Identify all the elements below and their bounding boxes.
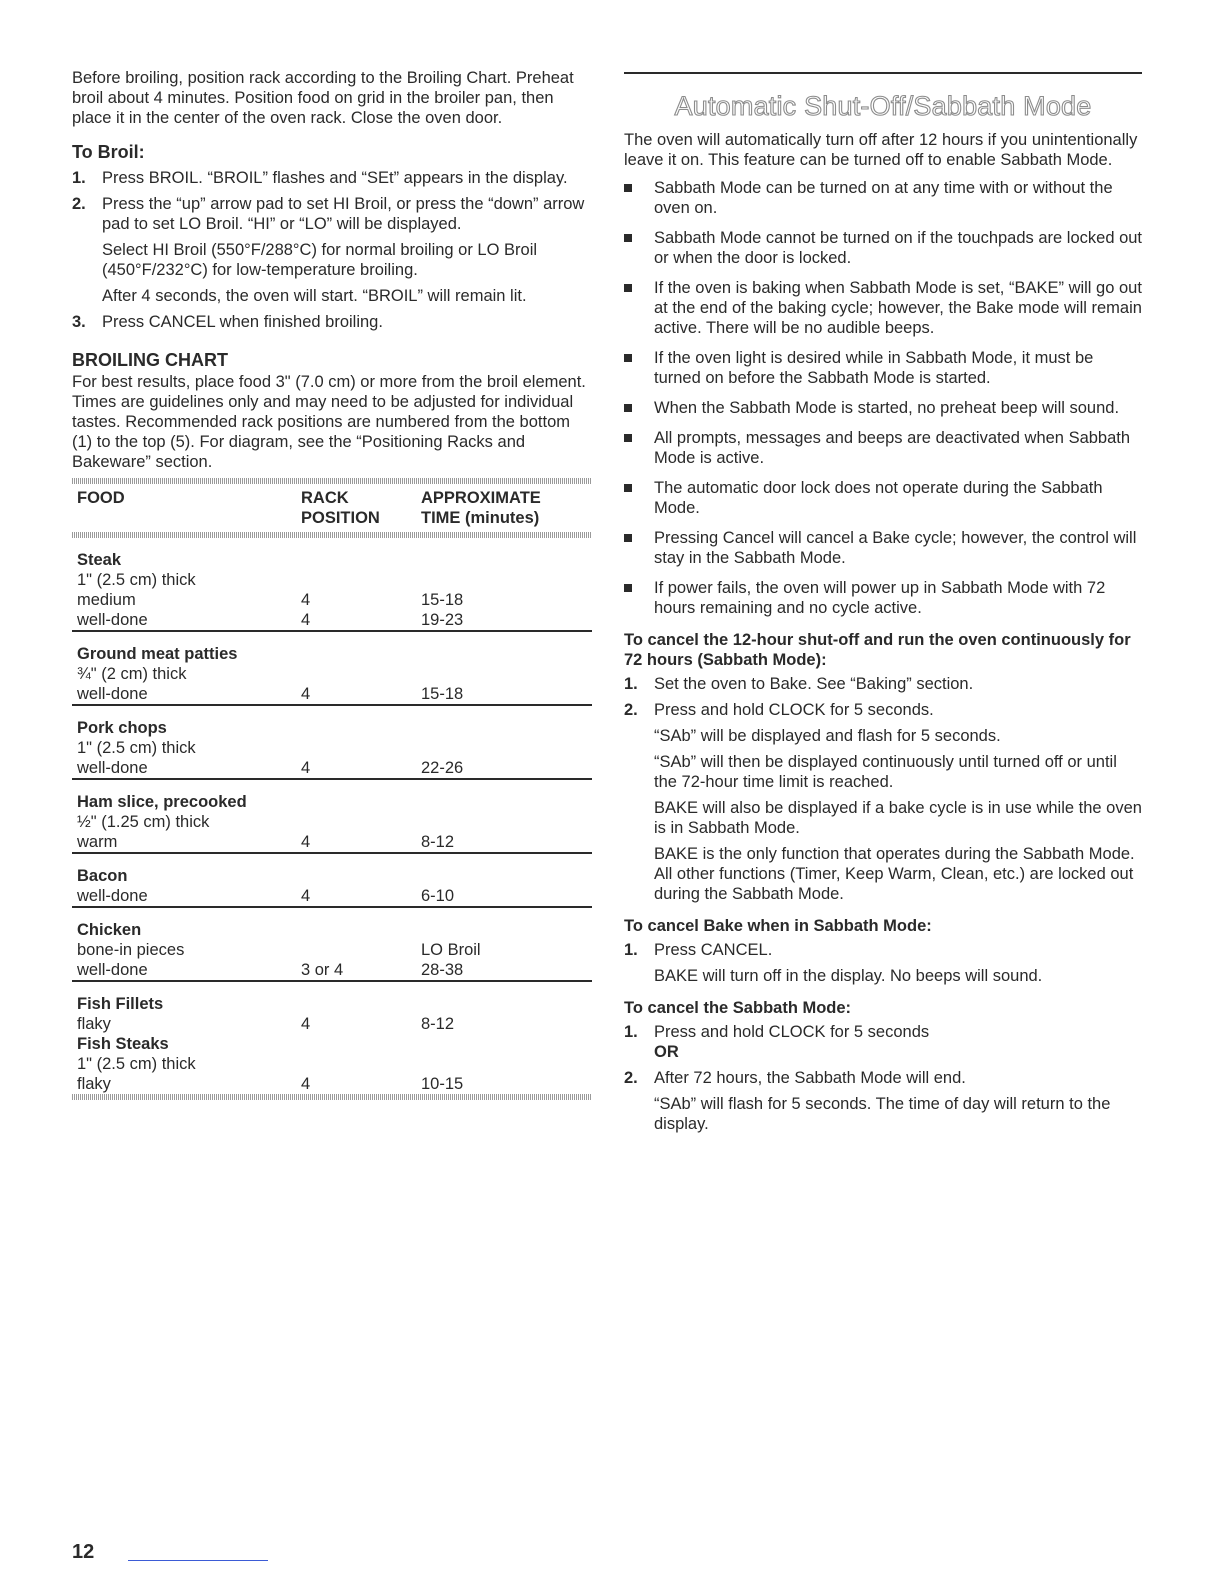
cancel-bake-step-1: 1. Press CANCEL. BAKE will turn off in the display. No beeps will sound. [624, 940, 1142, 986]
bullet-icon [624, 404, 632, 412]
list-item: If power fails, the oven will power up in Sabbath Mode with 72 hours remaining and no cycle active. [624, 578, 1142, 618]
table-row [72, 780, 592, 812]
section-rule [624, 72, 1142, 74]
table-row: well-done 4 19-23 [77, 611, 464, 629]
bullet-icon [624, 234, 632, 242]
list-item: If the oven light is desired while in Sabbath Mode, it must be turned on before the Sabbath Mode is started. [624, 348, 1142, 388]
section-title: Automatic Shut-Off/Sabbath Mode [674, 91, 1092, 121]
table-header-row [72, 484, 592, 532]
table-row: well-done 4 6-10 [77, 887, 455, 905]
table-row: flaky 4 8-12 [77, 1015, 455, 1033]
step-note: Select HI Broil (550°F/288°C) for normal broiling or LO Broil (450°F/232°C) for low-temperature broiling. [102, 241, 538, 279]
header-time: APPROXIMATE TIME (minutes) [421, 489, 541, 527]
table-row: medium 4 15-18 [77, 591, 464, 609]
step-note: “SAb” will then be displayed continuously until turned off or until the 72-hour time limit is reached. [654, 753, 1117, 791]
cancel-sabbath-step-1: 1. Press and hold CLOCK for 5 seconds OR [624, 1022, 1142, 1062]
table-row [72, 538, 592, 570]
table-row [72, 982, 592, 1014]
food-group-name: Fish Fillets [77, 995, 164, 1013]
bullet-icon [624, 184, 632, 192]
step-text: Press BROIL. “BROIL” flashes and “SEt” appears in the display. [102, 169, 568, 187]
bullet-icon [624, 484, 632, 492]
bullet-icon [624, 354, 632, 362]
food-group-name: Pork chops [77, 719, 167, 737]
hatch-divider [72, 1094, 592, 1100]
cancel-shutoff-step-1: 1. Set the oven to Bake. See “Baking” section. [624, 675, 974, 693]
table-row: ½" (1.25 cm) thick [77, 813, 210, 831]
broiling-chart-intro: For best results, place food 3" (7.0 cm) or more from the broil element. Times are guidelines only and may need to be adjusted for individual tastes. Recommended rack positions are numbered from the bottom (1) to the top (5). For diagram, see the “Positioning Racks and Bakeware” section. [72, 373, 586, 471]
list-item: All prompts, messages and beeps are deactivated when Sabbath Mode is active. [624, 428, 1142, 468]
cancel-shutoff-heading: To cancel the 12-hour shut-off and run the oven continuously for 72 hours (Sabbath Mode): [624, 631, 1131, 669]
list-item: If the oven is baking when Sabbath Mode is set, “BAKE” will go out at the end of the baking cycle; however, the Bake mode will remain active. There will be no audible beeps. [624, 278, 1142, 338]
table-row: well-done 4 22-26 [77, 759, 464, 777]
to-broil-heading: To Broil: [72, 142, 145, 162]
bullet-icon [624, 284, 632, 292]
bullet-icon [624, 584, 632, 592]
step-number: 3. [72, 313, 86, 331]
bullet-icon [624, 434, 632, 442]
table-row [72, 908, 592, 940]
header-food: FOOD [77, 489, 125, 507]
table-row [72, 706, 592, 738]
step-text: Press CANCEL when finished broiling. [102, 313, 383, 331]
food-group-name: Ham slice, precooked [77, 793, 247, 811]
sabbath-intro: The oven will automatically turn off after 12 hours if you unintentionally leave it on. This feature can be turned off to enable Sabbath Mode. [624, 131, 1138, 169]
table-row: flaky 4 10-15 [77, 1075, 464, 1093]
table-row [72, 1034, 592, 1054]
step-note: “SAb” will flash for 5 seconds. The time of day will return to the display. [654, 1095, 1111, 1133]
broil-intro: Before broiling, position rack according to the Broiling Chart. Preheat broil about 4 minutes. Position food on grid in the broiler pan, then place it in the center of the oven rack. Close the oven door. [72, 69, 574, 127]
list-item: When the Sabbath Mode is started, no preheat beep will sound. [624, 398, 1142, 418]
food-group-name: Ground meat patties [77, 645, 238, 663]
food-group-name: Bacon [77, 867, 128, 885]
step-text: Press the “up” arrow pad to set HI Broil, or press the “down” arrow pad to set LO Broil. “HI” or “LO” will be displayed. [102, 195, 585, 233]
broil-step-2 [72, 194, 592, 306]
header-rack: RACK POSITION [301, 489, 380, 527]
bullet-icon [624, 534, 632, 542]
table-row: ¾" (2 cm) thick [77, 665, 187, 683]
broil-step-1 [72, 168, 592, 188]
broiling-chart-table [72, 478, 592, 1100]
broiling-chart-heading: BROILING CHART [72, 350, 228, 370]
food-group-name: Steak [77, 551, 122, 569]
list-item: The automatic door lock does not operate during the Sabbath Mode. [624, 478, 1142, 518]
step-number: 1. [72, 169, 86, 187]
list-item: Sabbath Mode can be turned on at any time with or without the oven on. [624, 178, 1142, 218]
or-label: OR [654, 1043, 679, 1061]
table-row: well-done 3 or 4 28-38 [77, 961, 464, 979]
table-row [72, 632, 592, 664]
footer-rule [128, 1560, 268, 1561]
cancel-shutoff-step-2: 2. Press and hold CLOCK for 5 seconds. “SAb” will be displayed and flash for 5 seconds. “SAb” will then be displayed continuously until turned off or until the 72-hour time limit is reached. BAKE will also be displayed if a bake cycle is in use while the oven is in Sabbath Mode. BAKE is the only function that operates during the Sabbath Mode. All other functions (Timer, Keep Warm, Clean, etc.) are locked out during the Sabbath Mode. [624, 701, 1142, 903]
step-note: BAKE will turn off in the display. No beeps will sound. [654, 967, 1043, 985]
food-group-name: Chicken [77, 921, 142, 939]
table-row: warm 4 8-12 [77, 833, 455, 851]
table-row: well-done 4 15-18 [77, 685, 464, 703]
step-note: After 4 seconds, the oven will start. “BROIL” will remain lit. [102, 287, 527, 305]
table-row [72, 854, 592, 886]
sabbath-bullets [624, 178, 1142, 618]
step-note: BAKE is the only function that operates during the Sabbath Mode. All other functions (Timer, Keep Warm, Clean, etc.) are locked out during the Sabbath Mode. [654, 845, 1135, 903]
cancel-bake-heading: To cancel Bake when in Sabbath Mode: [624, 917, 932, 935]
right-column [624, 72, 1142, 1140]
page-number: 12 [72, 1541, 95, 1563]
step-note: BAKE will also be displayed if a bake cycle is in use while the oven is in Sabbath Mode. [654, 799, 1142, 837]
left-column [72, 68, 592, 1100]
list-item: Pressing Cancel will cancel a Bake cycle; however, the control will stay in the Sabbath Mode. [624, 528, 1142, 568]
step-note: “SAb” will be displayed and flash for 5 seconds. [654, 727, 1001, 745]
table-row: 1" (2.5 cm) thick [77, 571, 196, 589]
broil-step-3 [72, 312, 592, 332]
table-row: 1" (2.5 cm) thick [77, 739, 196, 757]
broil-steps [72, 168, 592, 332]
cancel-sabbath-heading: To cancel the Sabbath Mode: [624, 999, 852, 1017]
step-number: 2. [72, 195, 86, 213]
cancel-sabbath-step-2: 2. After 72 hours, the Sabbath Mode will end. “SAb” will flash for 5 seconds. The time of day will return to the display. [624, 1068, 1142, 1134]
food-group-name: Fish Steaks [77, 1035, 169, 1053]
table-row: bone-in pieces LO Broil [77, 941, 481, 959]
table-row: 1" (2.5 cm) thick [77, 1055, 196, 1073]
list-item: Sabbath Mode cannot be turned on if the touchpads are locked out or when the door is locked. [624, 228, 1142, 268]
